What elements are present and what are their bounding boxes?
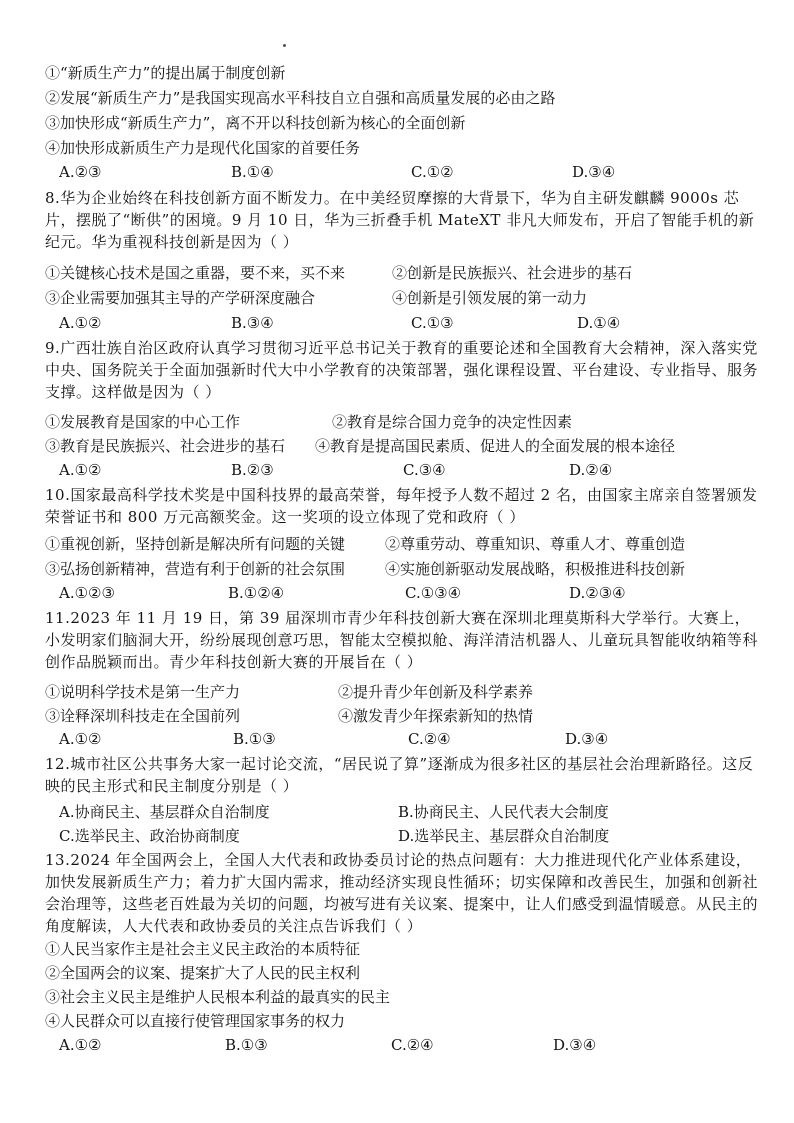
- option-d: D.③④: [553, 1036, 597, 1054]
- question-11-statements-row1: [45, 681, 760, 703]
- answer-options: [45, 312, 760, 334]
- option-b: B.协商民主、人民代表大会制度: [398, 803, 609, 821]
- option-b: B.①②④: [228, 584, 285, 602]
- answer-options: [45, 582, 760, 604]
- question-12-stem: 12.城市社区公共事务大家一起讨论交流，“居民说了算”逐渐成为很多社区的基层社会治理新路径。这反映的民主形式和民主制度分别是（ ）: [45, 755, 754, 795]
- option-a: A.协商民主、基层群众自治制度: [59, 803, 270, 821]
- statement-2: ②全国两会的议案、提案扩大了人民的民主权利: [45, 964, 361, 982]
- answer-options: [45, 728, 760, 750]
- option-b: B.①④: [231, 163, 274, 181]
- question-9-statements-row2: [45, 435, 760, 457]
- statement-1: ①人民当家作主是社会主义民主政治的本质特征: [45, 940, 361, 958]
- statement-2: ②尊重劳动、尊重知识、尊重人才、尊重创造: [385, 535, 686, 553]
- statement-4: ④加快形成新质生产力是现代化国家的首要任务: [45, 139, 361, 157]
- option-a: A.②③: [59, 163, 102, 181]
- option-c: C.③④: [403, 461, 446, 479]
- question-12-options-row2: [45, 825, 760, 847]
- statement-1: ①发展教育是国家的中心工作: [45, 413, 241, 431]
- question-13-stem: 13.2024 年全国两会上，全国人大代表和政协委员讨论的热点问题有：大力推进现代化产业体系建设，加快发展新质生产力；着力扩大国内需求，推动经济实现良性循环；切实保障和改善民生，加强和创新社会治理等，这些老百姓最为关切的问题，均被写进有关议案、提案中，让人们感受到温情暖意。从民主的角度解读，人大代表和政协委员的关注点告诉我们（ ）: [45, 851, 759, 935]
- option-a: A.①②: [59, 314, 102, 332]
- option-b: B.③④: [231, 314, 274, 332]
- question-10-stem: 10.国家最高科学技术奖是中国科技界的最高荣誉，每年授予人数不超过 2 名，由国家主席亲自签署颁发荣誉证书和 800 万元高额奖金。这一奖项的设立体现了党和政府（ ）: [45, 486, 758, 526]
- statement-3: ③教育是民族振兴、社会进步的基石: [45, 437, 286, 455]
- option-c: C.②④: [391, 1036, 434, 1054]
- question-9-stem: 9.广西壮族自治区政府认真学习贯彻习近平总书记关于教育的重要论述和全国教育大会精神，深入落实党中央、国务院关于全面加强新时代大中小学教育的决策部署，强化课程设置、平台建设、专业指导、服务支撑。这样做是因为（ ）: [45, 339, 759, 401]
- option-a: A.①②: [59, 1036, 102, 1054]
- question-12-options-row1: [45, 801, 760, 823]
- option-c: C.①③④: [405, 584, 462, 602]
- statement-1: ①关键核心技术是国之重器，要不来，买不来: [45, 264, 346, 282]
- option-a: A.①②③: [59, 584, 115, 602]
- statement-4: ④创新是引领发展的第一动力: [392, 289, 588, 307]
- statement-4: ④激发青少年探索新知的热情: [338, 707, 534, 725]
- option-a: A.①②: [59, 730, 102, 748]
- option-d: D.选举民主、基层群众自治制度: [398, 827, 610, 845]
- question-11-stem: 11.2023 年 11 月 19 日，第 39 届深圳市青少年科技创新大赛在深圳北理莫斯科大学举行。大赛上，小发明家们脑洞大开，纷纷展现创意巧思，智能太空模拟舱、海洋清洁机器人、儿童玩具智能收纳箱等科创作品脱颖而出。青少年科技创新大赛的开展旨在（ ）: [45, 609, 759, 671]
- question-10-statements-row1: [45, 533, 760, 555]
- option-c: C.选举民主、政治协商制度: [59, 827, 240, 845]
- statement-4: ④实施创新驱动发展战略，积极推进科技创新: [385, 560, 686, 578]
- statement-3: ③加快形成“新质生产力”，离不开以科技创新为核心的全面创新: [45, 114, 466, 132]
- question-8-statements-row2: [45, 287, 760, 309]
- option-b: B.①③: [225, 1036, 268, 1054]
- statement-2: ②教育是综合国力竞争的决定性因素: [332, 413, 573, 431]
- question-10-statements-row2: [45, 558, 760, 580]
- statement-2: ②发展“新质生产力”是我国实现高水平科技自立自强和高质量发展的必由之路: [45, 89, 556, 107]
- option-d: D.①④: [577, 314, 621, 332]
- option-b: B.②③: [231, 461, 274, 479]
- option-d: D.②③④: [569, 584, 626, 602]
- answer-options: [45, 1034, 760, 1056]
- statement-4: ④人民群众可以直接行使管理国家事务的权力: [45, 1012, 346, 1030]
- statement-1: ①重视创新，坚持创新是解决所有问题的关键: [45, 535, 346, 553]
- answer-options: [45, 161, 760, 183]
- statement-3: ③社会主义民主是维护人民根本利益的最真实的民主: [45, 988, 391, 1006]
- question-8-statements-row1: [45, 262, 760, 284]
- statement-3: ③弘扬创新精神，营造有利于创新的社会氛围: [45, 560, 346, 578]
- statement-1: ①“新质生产力”的提出属于制度创新: [45, 64, 286, 82]
- scan-dot: [283, 44, 286, 47]
- option-b: B.①③: [233, 730, 276, 748]
- option-c: C.①②: [411, 163, 454, 181]
- option-d: D.③④: [565, 730, 609, 748]
- question-8-stem: 8.华为企业始终在科技创新方面不断发力。在中美经贸摩擦的大背景下，华为自主研发麒麟 9000s 芯片，摆脱了“断供”的困境。9 月 10 日，华为三折叠手机 MateXT 非凡大师发布，开启了智能手机的新纪元。华为重视科技创新是因为（ ）: [45, 189, 755, 251]
- option-d: D.③④: [572, 163, 616, 181]
- option-c: C.①③: [411, 314, 454, 332]
- question-9-statements-row1: [45, 411, 760, 433]
- statement-1: ①说明科学技术是第一生产力: [45, 683, 241, 701]
- statement-3: ③企业需要加强其主导的产学研深度融合: [45, 289, 316, 307]
- option-d: D.②④: [569, 461, 613, 479]
- statement-4: ④教育是提高国民素质、促进人的全面发展的根本途径: [315, 437, 676, 455]
- option-a: A.①②: [59, 461, 102, 479]
- statement-3: ③诠释深圳科技走在全国前列: [45, 707, 241, 725]
- option-c: C.②④: [408, 730, 451, 748]
- statement-2: ②提升青少年创新及科学素养: [338, 683, 534, 701]
- answer-options: [45, 459, 760, 481]
- question-11-statements-row2: [45, 705, 760, 727]
- statement-2: ②创新是民族振兴、社会进步的基石: [392, 264, 633, 282]
